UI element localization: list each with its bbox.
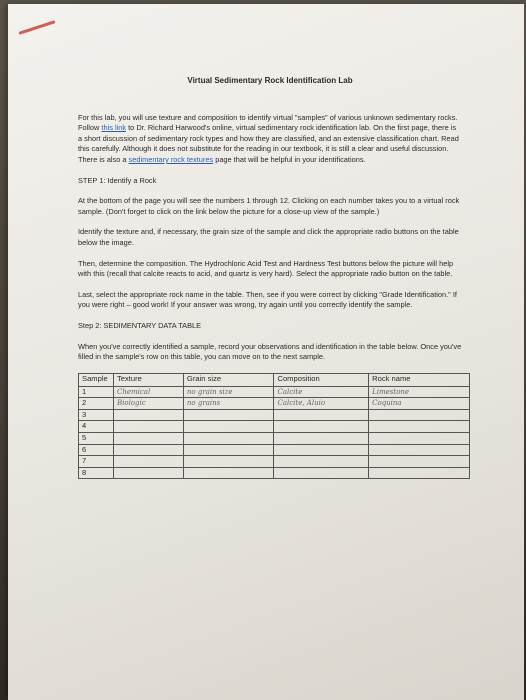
cell-sample: 4: [79, 421, 114, 433]
cell-grain-size: [183, 444, 274, 456]
table-header-row: [79, 373, 470, 386]
cell-sample: 8: [79, 467, 114, 479]
step1-heading: STEP 1: Identify a Rock: [78, 175, 157, 185]
step1-paragraph-3: Then, determine the composition. The Hydrochloric Acid Test and Hardness Test buttons below the picture will help with this (recall that calcite reacts to acid, and quartz is very hard). Select the appropriate radio button on the table.: [78, 258, 454, 279]
cell-rock-name: [369, 456, 470, 468]
cell-sample: 7: [79, 456, 114, 468]
cell-grain-size: [183, 456, 274, 468]
table-row: [79, 409, 470, 421]
table-row: [79, 433, 470, 445]
cell-grain-size: no grains: [183, 398, 274, 410]
sedimentary-data-table: [78, 373, 470, 480]
document-content: [78, 76, 462, 479]
table-row: [79, 398, 470, 410]
header-composition: Composition: [274, 373, 369, 386]
intro-text-2: to Dr. Richard Harwood's online, virtual sedimentary rock identification lab. On the first page, there is a short discussion of sedimentary rock types and how they are classified, and an extensive classification chart. Read this carefully. Although it does not substitute for the reading in our textbook, it is still a clear and useful discussion. There is also a: [78, 123, 459, 164]
cell-grain-size: no grain size: [183, 386, 274, 398]
cell-composition: [274, 433, 369, 445]
cell-rock-name: Coquina: [369, 398, 470, 410]
cell-texture: [113, 433, 183, 445]
cell-rock-name: Limestone: [369, 386, 470, 398]
cell-composition: [274, 421, 369, 433]
cell-composition: [274, 409, 369, 421]
rock-textures-link[interactable]: sedimentary rock textures: [128, 154, 214, 164]
header-sample: Sample: [79, 373, 114, 386]
cell-sample: 6: [79, 444, 114, 456]
cell-sample: 5: [79, 433, 114, 445]
intro-text-1: For this lab, you will use texture and composition to identify virtual "samples" of various unknown sedimentary rocks. Follow: [78, 112, 458, 133]
cell-grain-size: [183, 409, 274, 421]
cell-texture: [113, 444, 183, 456]
table-row: [79, 467, 470, 479]
step1-paragraph-4: Last, select the appropriate rock name in the table. Then, see if you were correct by clicking "Grade Identification." If you were right – good work! If your answer was wrong, try again until you correctly identify the sample.: [78, 289, 457, 310]
cell-composition: [274, 456, 369, 468]
step1-paragraph-2: Identify the texture and, if necessary, the grain size of the sample and click the appropriate radio buttons on the table below the image.: [78, 227, 459, 247]
header-texture: Texture: [113, 373, 183, 386]
table-row: [79, 444, 470, 456]
harwood-lab-link[interactable]: this link: [101, 123, 127, 133]
cell-texture: [113, 409, 183, 421]
table-row: [79, 456, 470, 468]
cell-sample: 1: [79, 386, 114, 398]
cell-rock-name: [369, 467, 470, 479]
header-grain-size: Grain size: [183, 373, 274, 386]
cell-rock-name: [369, 409, 470, 421]
cell-texture: Biologic: [113, 398, 183, 410]
step2-paragraph-1: When you've correctly identified a sample, record your observations and identification in the table below. Once you've filled in the sample's row on this table, you can move on to the next sample.: [78, 341, 462, 362]
pen-mark: [18, 20, 55, 35]
header-rock-name: Rock name: [369, 373, 470, 386]
cell-rock-name: [369, 433, 470, 445]
cell-composition: Calcite: [274, 386, 369, 398]
document-title: Virtual Sedimentary Rock Identification Lab: [187, 76, 353, 85]
cell-grain-size: [183, 433, 274, 445]
cell-grain-size: [183, 421, 274, 433]
cell-composition: [274, 467, 369, 479]
cell-composition: Calcite, Aluio: [274, 398, 369, 410]
cell-composition: [274, 444, 369, 456]
step2-heading: Step 2: SEDIMENTARY DATA TABLE: [78, 320, 202, 330]
cell-texture: Chemical: [113, 386, 183, 398]
table-row: [79, 386, 470, 398]
table-row: [79, 421, 470, 433]
cell-rock-name: [369, 421, 470, 433]
step1-paragraph-1: At the bottom of the page you will see the numbers 1 through 12. Clicking on each number takes you to a virtual rock sample. (Don't forget to click on the link below the picture for a close-up view of the sample.): [78, 196, 460, 216]
intro-text-3: page that will be helpful in your identifications.: [213, 154, 366, 164]
cell-texture: [113, 456, 183, 468]
cell-texture: [113, 421, 183, 433]
cell-sample: 2: [79, 398, 114, 410]
cell-texture: [113, 467, 183, 479]
cell-grain-size: [183, 467, 274, 479]
intro-paragraph: [78, 113, 462, 166]
cell-rock-name: [369, 444, 470, 456]
cell-sample: 3: [79, 409, 114, 421]
